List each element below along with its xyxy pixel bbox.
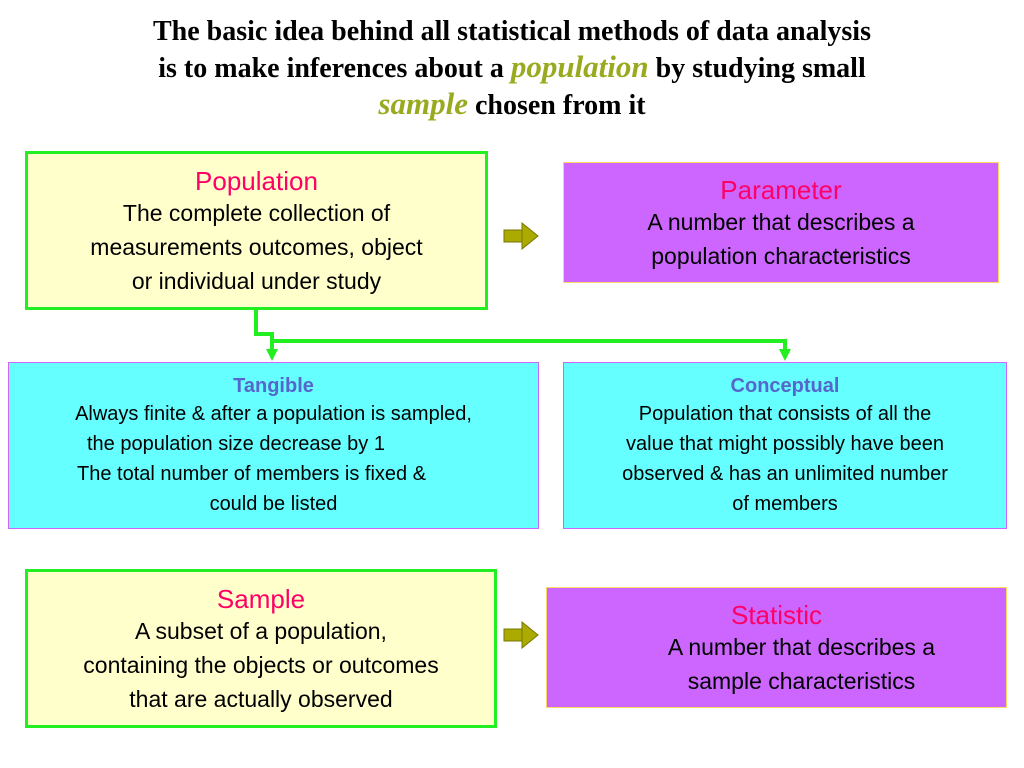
sample-heading: Sample bbox=[216, 584, 306, 614]
title-line-1: The basic idea behind all statistical methods of data analysis bbox=[153, 16, 871, 47]
sample-line-3: that are actually observed bbox=[129, 686, 393, 712]
sample-line-2: containing the objects or outcomes bbox=[83, 652, 439, 678]
right-arrow-icon bbox=[503, 621, 539, 649]
tangible-line-3: The total number of members is fixed & bbox=[77, 463, 427, 485]
tangible-heading: Tangible bbox=[233, 375, 314, 397]
statistic-line-2: sample characteristics bbox=[687, 668, 916, 694]
title-emphasis-population: population bbox=[510, 49, 649, 84]
conceptual-line-3: observed & has an unlimited number bbox=[622, 463, 948, 485]
statistic-box bbox=[546, 587, 1007, 708]
conceptual-line-4: of members bbox=[732, 493, 838, 515]
parameter-line-2: population characteristics bbox=[651, 243, 911, 269]
title-line-2-after: by studying small bbox=[648, 53, 866, 84]
population-line-2: measurements outcomes, object bbox=[90, 234, 423, 260]
sample-line-1: A subset of a population, bbox=[135, 618, 387, 644]
title-line-2-before: is to make inferences about a bbox=[158, 53, 511, 84]
sample-box bbox=[25, 569, 497, 728]
tangible-line-1: Always finite & after a population is sampled, bbox=[75, 403, 472, 425]
title-emphasis-sample: sample bbox=[378, 86, 468, 121]
conceptual-line-2: value that might possibly have been bbox=[626, 433, 944, 455]
statistic-heading: Statistic bbox=[730, 600, 823, 630]
parameter-heading: Parameter bbox=[720, 175, 842, 205]
conceptual-box bbox=[563, 362, 1007, 529]
tangible-line-4: could be listed bbox=[209, 493, 338, 515]
parameter-line-1: A number that describes a bbox=[647, 209, 915, 235]
statistic-line-1: A number that describes a bbox=[667, 634, 936, 660]
population-heading: Population bbox=[195, 166, 318, 196]
population-line-1: The complete collection of bbox=[122, 200, 391, 226]
population-line-3: or individual under study bbox=[131, 268, 382, 294]
title-line-3-after: chosen from it bbox=[467, 90, 646, 121]
tangible-line-2: the population size decrease by 1 bbox=[87, 433, 385, 455]
conceptual-heading: Conceptual bbox=[730, 375, 840, 397]
conceptual-line-1: Population that consists of all the bbox=[638, 403, 932, 425]
tangible-box bbox=[8, 362, 539, 529]
